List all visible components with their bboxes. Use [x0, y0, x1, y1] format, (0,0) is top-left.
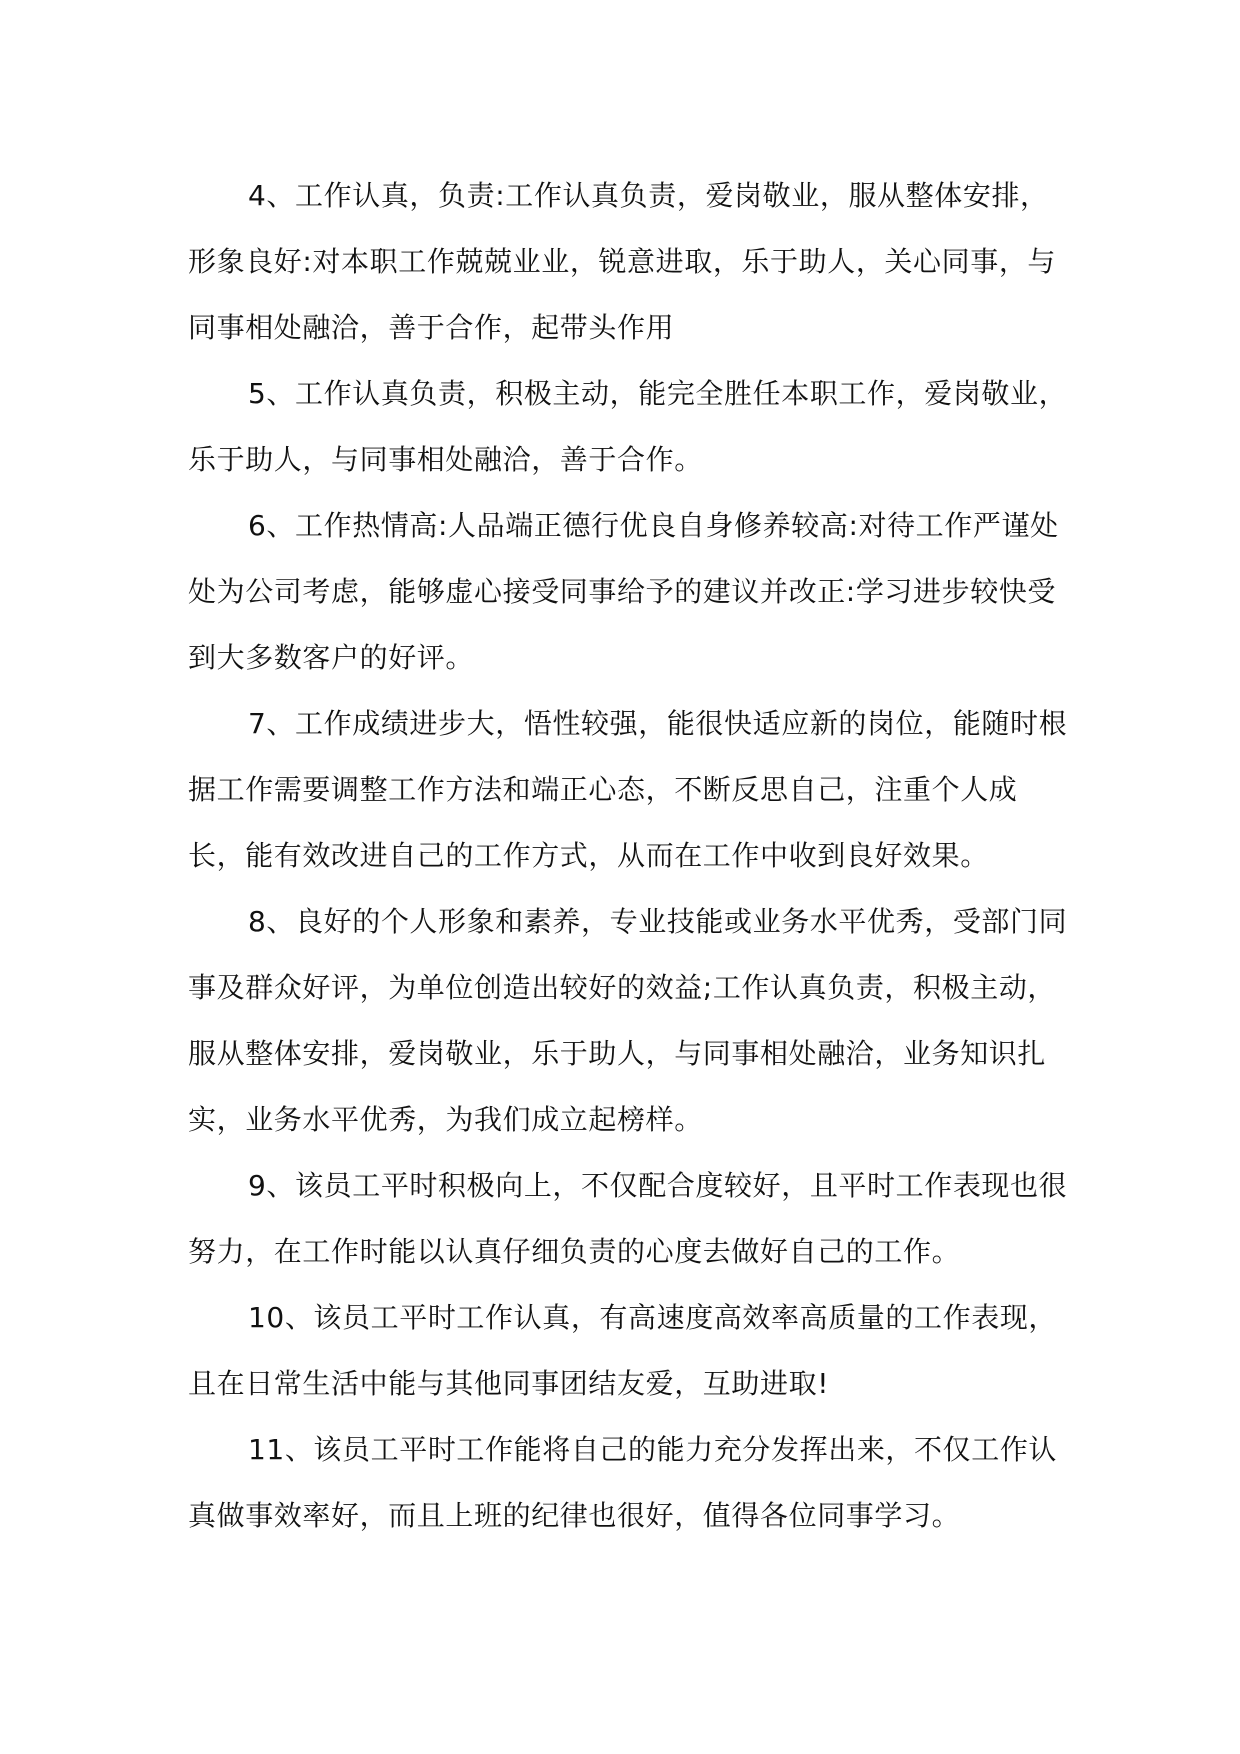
paragraph-item-4: 4、工作认真，负责:工作认真负责，爱岗敬业，服从整体安排，形象良好:对本职工作兢兢业业，锐意进取，乐于助人，关心同事，与同事相处融洽，善于合作，起带头作用: [188, 179, 1057, 344]
paragraph-item-6: 6、工作热情高:人品端正德行优良自身修养较高:对待工作严谨处处为公司考虑，能够虚心接受同事给予的建议并改正:学习进步较快受到大多数客户的好评。: [188, 509, 1059, 674]
paragraph-item-5: 5、工作认真负责，积极主动，能完全胜任本职工作，爱岗敬业，乐于助人，与同事相处融洽，善于合作。: [188, 377, 1068, 476]
paragraph-item-9: 9、该员工平时积极向上，不仅配合度较好，且平时工作表现也很努力，在工作时能以认真仔细负责的心度去做好自己的工作。: [188, 1169, 1068, 1268]
paragraph-item-11: 11、该员工平时工作能将自己的能力充分发挥出来，不仅工作认真做事效率好，而且上班的纪律也很好，值得各位同事学习。: [188, 1433, 1058, 1532]
paragraph-item-7: 7、工作成绩进步大，悟性较强，能很快适应新的岗位，能随时根据工作需要调整工作方法和端正心态，不断反思自己，注重个人成长，能有效改进自己的工作方式，从而在工作中收到良好效果。: [188, 707, 1068, 872]
paragraph-item-10: 10、该员工平时工作认真，有高速度高效率高质量的工作表现，且在日常生活中能与其他同事团结友爱，互助进取!: [188, 1301, 1058, 1400]
document-body: [188, 163, 1070, 1549]
paragraph-item-8: 8、良好的个人形象和素养，专业技能或业务水平优秀，受部门同事及群众好评，为单位创造出较好的效益;工作认真负责，积极主动，服从整体安排，爱岗敬业，乐于助人，与同事相处融洽，业务知识扎实，业务水平优秀，为我们成立起榜样。: [188, 905, 1068, 1136]
